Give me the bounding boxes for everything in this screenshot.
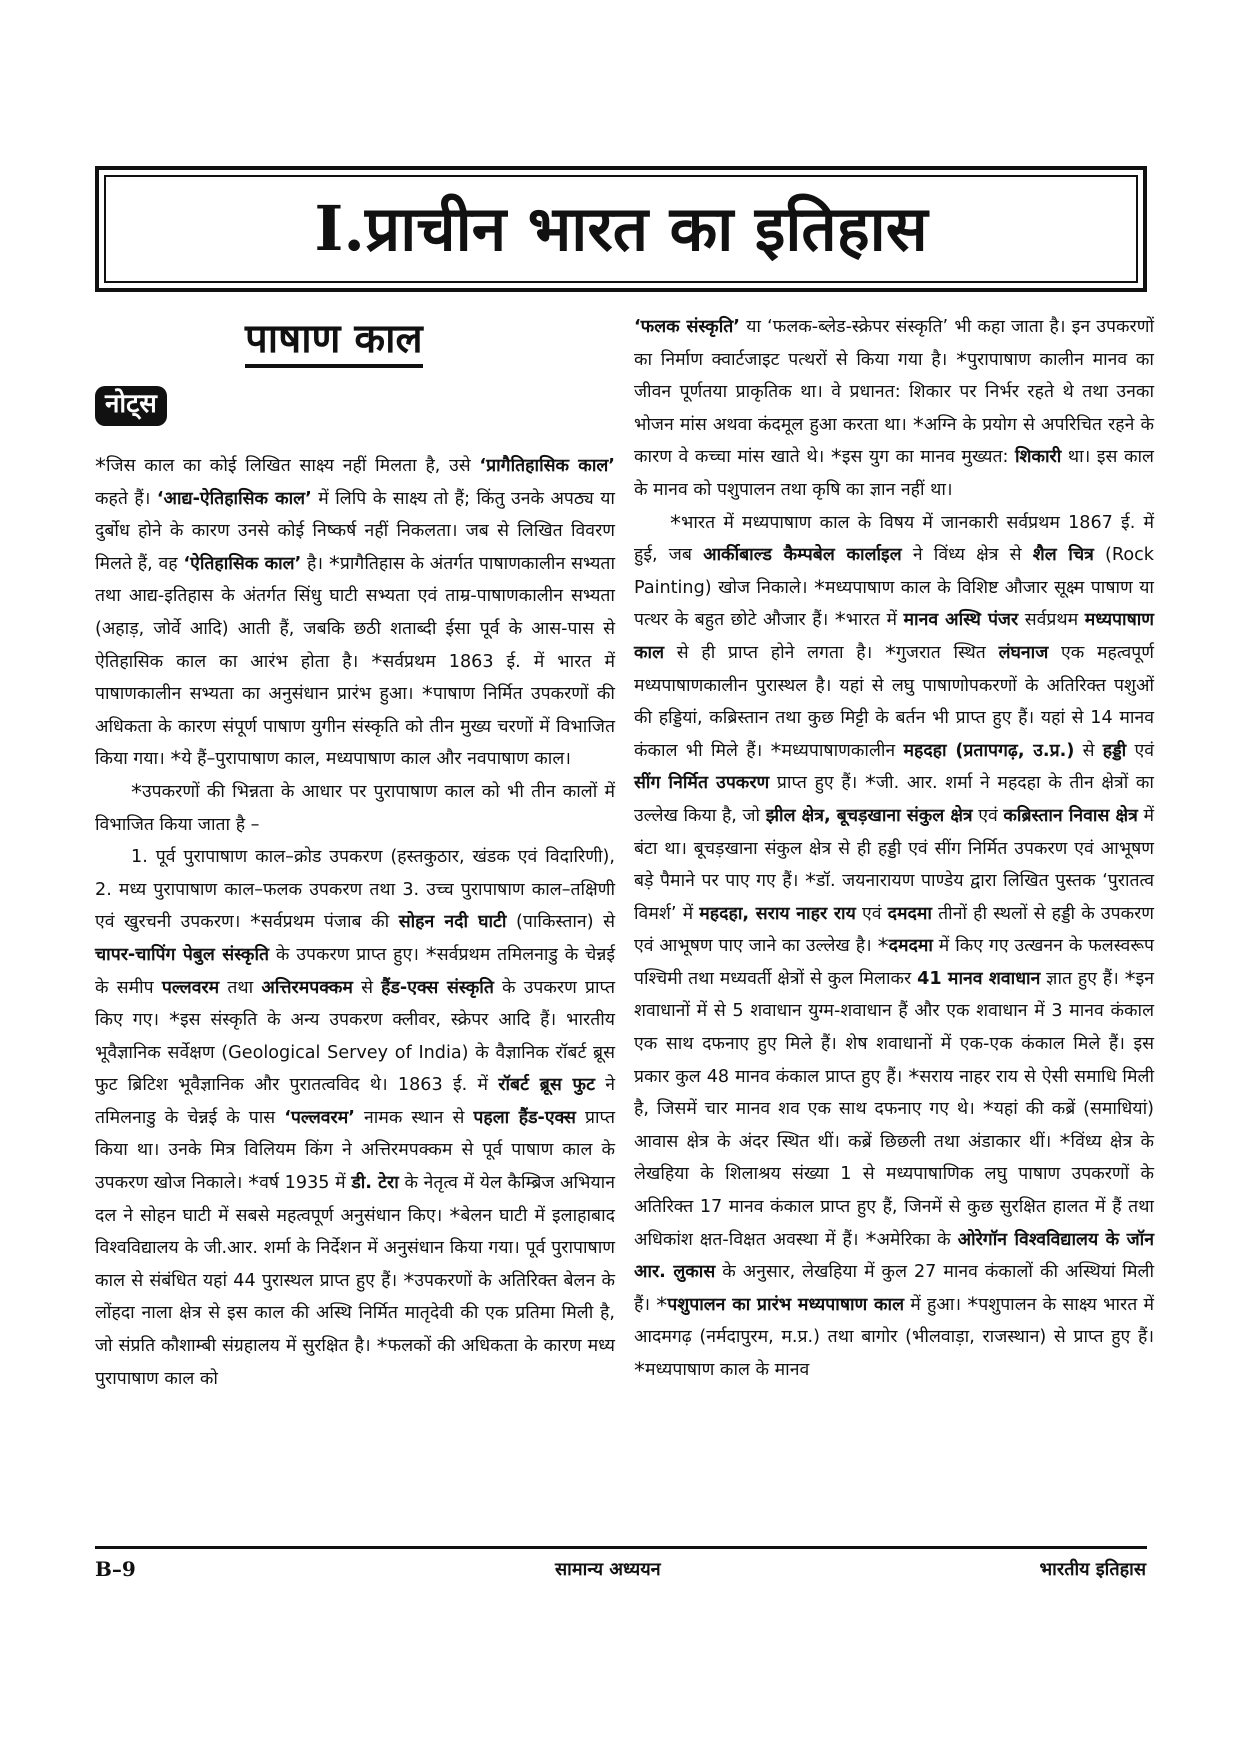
chapter-title-inner [104,175,1138,283]
right-paragraph-2: *भारत में मध्यपाषाण काल के विषय में जानकारी सर्वप्रथम 1867 ई. में हुई, जब आर्कीबाल्ड कैम्पबेल कार्लाइल ने विंध्य क्षेत्र से शैल चित्र (Rock Painting) खोज निकाले। *मध्यपाषाण काल के विशिष्ट औजार सूक्ष्म पाषाण या पत्थर के बहुत छोटे औजार हैं। *भारत में मानव अस्थि पंजर सर्वप्रथम मध्यपाषाण काल से ही प्राप्त होने लगता है। *गुजरात स्थित लंघनाज एक महत्वपूर्ण मध्यपाषाणकालीन पुरास्थल है। यहां से लघु पाषाणोपकरणों के अतिरिक्त पशुओं की हड्डियां, कब्रिस्तान तथा कुछ मिट्टी के बर्तन भी प्राप्त हुए हैं। यहां से 14 मानव कंकाल भी मिले हैं। *मध्यपाषाणकालीन महदहा (प्रतापगढ़, उ.प्र.) से हड्डी एवं सींग निर्मित उपकरण प्राप्त हुए हैं। *जी. आर. शर्मा ने महदहा के तीन क्षेत्रों का उल्लेख किया है, जो झील क्षेत्र, बूचड़खाना संकुल क्षेत्र एवं कब्रिस्तान निवास क्षेत्र में बंटा था। बूचड़खाना संकुल क्षेत्र से ही हड्डी एवं सींग निर्मित उपकरण एवं आभूषण बड़े पैमाने पर पाए गए हैं। *डॉ. जयनारायण पाण्डेय द्वारा लिखित पुस्तक ‘पुरातत्व विमर्श’ में महदहा, सराय नाहर राय एवं दमदमा तीनों ही स्थलों से हड्डी के उपकरण एवं आभूषण पाए जाने का उल्लेख है। *दमदमा में किए गए उत्खनन के फलस्वरूप पश्चिमी तथा मध्यवर्ती क्षेत्रों से कुल मिलाकर 41 मानव शवाधान ज्ञात हुए हैं। *इन शवाधानों में से 5 शवाधान युग्म-शवाधान हैं और एक शवाधान में 3 मानव कंकाल एक साथ दफनाए हुए मिले हैं। शेष शवाधानों में एक-एक कंकाल मिले हैं। इस प्रकार कुल 48 मानव कंकाल प्राप्त हुए हैं। *सराय नाहर राय से ऐसी समाधि मिली है, जिसमें चार मानव शव एक साथ दफनाए गए थे। *यहां की कब्रें (समाधियां) आवास क्षेत्र के अंदर स्थित थीं। कब्रें छिछली तथा अंडाकार थीं। *विंध्य क्षेत्र के लेखहिया के शिलाश्रय संख्या 1 से मध्यपाषाणिक लघु पाषाण उपकरणों के अतिरिक्त 17 मानव कंकाल प्राप्त हुए हैं, जिनमें से कुछ सुरक्षित हालत में हैं तथा अधिकांश क्षत-विक्षत अवस्था में हैं। *अमेरिका के ओरेगॉन विश्वविद्यालय के जॉन आर. लुकास के अनुसार, लेखहिया में कुल 27 मानव कंकालों की अस्थियां मिली हैं। *पशुपालन का प्रारंभ मध्यपाषाण काल में हुआ। *पशुपालन के साक्ष्य भारत में आदमगढ़ (नर्मदापुरम, म.प्र.) तथा बागोर (भीलवाड़ा, राजस्थान) से प्राप्त हुए हैं। *मध्यपाषाण काल के मानव [634,511,1155,1384]
left-paragraph-1: *जिस काल का कोई लिखित साक्ष्य नहीं मिलता है, उसे ‘प्रागैतिहासिक काल’ कहते हैं। ‘आद्य-ऐतिहासिक काल’ में लिपि के साक्ष्य तो हैं; किंतु उनके अपठ्य या दुर्बोध होने के कारण उनसे कोई निष्कर्ष नहीं निकलता। जब से लिखित विवरण मिलते हैं, वह ‘ऐतिहासिक काल’ है। *प्रागैतिहास के अंतर्गत पाषाणकालीन सभ्यता तथा आद्य-इतिहास के अंतर्गत सिंधु घाटी सभ्यता एवं ताम्र-पाषाणकालीन सभ्यता (अहाड़, जोर्वे आदि) आती हैं, जबकि छठी शताब्दी ईसा पूर्व के आस-पास से ऐतिहासिक काल का आरंभ होता है। *सर्वप्रथम 1863 ई. में भारत में पाषाणकालीन सभ्यता का अनुसंधान प्रारंभ हुआ। *पाषाण निर्मित उपकरणों की अधिकता के कारण संपूर्ण पाषाण युगीन संस्कृति को तीन मुख्य चरणों में विभाजित किया गया। *ये हैं–पुरापाषाण काल, मध्यपाषाण काल और नवपाषाण काल। [95,455,616,774]
section-title: पाषाण काल [245,316,423,368]
notes-badge: नोट्स [95,386,167,426]
footer-subject: सामान्य अध्ययन [555,1559,661,1580]
chapter-title-text: प्राचीन भारत का इतिहास [364,192,928,265]
left-column [95,450,615,1395]
chapter-title-box [95,166,1147,292]
chapter-number: I. [314,192,365,265]
chapter-title [314,192,928,265]
footer-rule [95,1546,1147,1549]
right-paragraph-1: ‘फलक संस्कृति’ या ‘फलक-ब्लेड-स्क्रेपर संस्कृति’ भी कहा जाता है। इन उपकरणों का निर्माण क्वार्टजाइट पत्थरों से किया गया है। *पुरापाषाण कालीन मानव का जीवन पूर्णतया प्राकृतिक था। वे प्रधानत: शिकार पर निर्भर रहते थे तथा उनका भोजन मांस अथवा कंदमूल हुआ करता था। *अग्नि के प्रयोग से अपरिचित रहने के कारण वे कच्चा मांस खाते थे। *इस युग का मानव मुख्यत: शिकारी था। इस काल के मानव को पशुपालन तथा कृषि का ज्ञान नहीं था। [634,317,1154,500]
left-paragraph-2: *उपकरणों की भिन्नता के आधार पर पुरापाषाण काल को भी तीन कालों में विभाजित किया जाता है – [95,780,615,835]
left-paragraph-3: 1. पूर्व पुरापाषाण काल–क्रोड उपकरण (हस्तकुठार, खंडक एवं विदारिणी), 2. मध्य पुरापाषाण काल–फलक उपकरण तथा 3. उच्च पुरापाषाण काल–तक्षिणी एवं खुरचनी उपकरण। *सर्वप्रथम पंजाब की सोहन नदी घाटी (पाकिस्तान) से चापर-चापिंग पेबुल संस्कृति के उपकरण प्राप्त हुए। *सर्वप्रथम तमिलनाडु के चेन्नई के समीप पल्लवरम तथा अत्तिरमपक्कम से हैंड-एक्स संस्कृति के उपकरण प्राप्त किए गए। *इस संस्कृति के अन्य उपकरण क्लीवर, स्क्रेपर आदि हैं। भारतीय भूवैज्ञानिक सर्वेक्षण (Geological Servey of India) के वैज्ञानिक रॉबर्ट ब्रूस फुट ब्रिटिश भूवैज्ञानिक और पुरातत्वविद थे। 1863 ई. में रॉबर्ट ब्रूस फुट ने तमिलनाडु के चेन्नई के पास ‘पल्लवरम’ नामक स्थान से पहला हैंड-एक्स प्राप्त किया था। उनके मित्र विलियम किंग ने अत्तिरमपक्कम से पूर्व पाषाण काल के उपकरण खोज निकाले। *वर्ष 1935 में डी. टेरा के नेतृत्व में येल कैम्ब्रिज अभियान दल ने सोहन घाटी में सबसे महत्वपूर्ण अनुसंधान किए। *बेलन घाटी में इलाहाबाद विश्वविद्यालय के जी.आर. शर्मा के निर्देशन में अनुसंधान किया गया। पूर्व पुरापाषाण काल से संबंधित यहां 44 पुरास्थल प्राप्त हुए हैं। *उपकरणों के अतिरिक्त बेलन के लोंहदा नाला क्षेत्र से इस काल की अस्थि निर्मित मातृदेवी की एक प्रतिमा मिली है, जो संप्रति कौशाम्बी संग्रहालय में सुरक्षित है। *फलकों की अधिकता के कारण मध्य पुरापाषाण काल को [95,847,616,1389]
footer-section: भारतीय इतिहास [1039,1559,1146,1580]
page-number: B–9 [95,1557,136,1581]
right-column [634,311,1154,1387]
